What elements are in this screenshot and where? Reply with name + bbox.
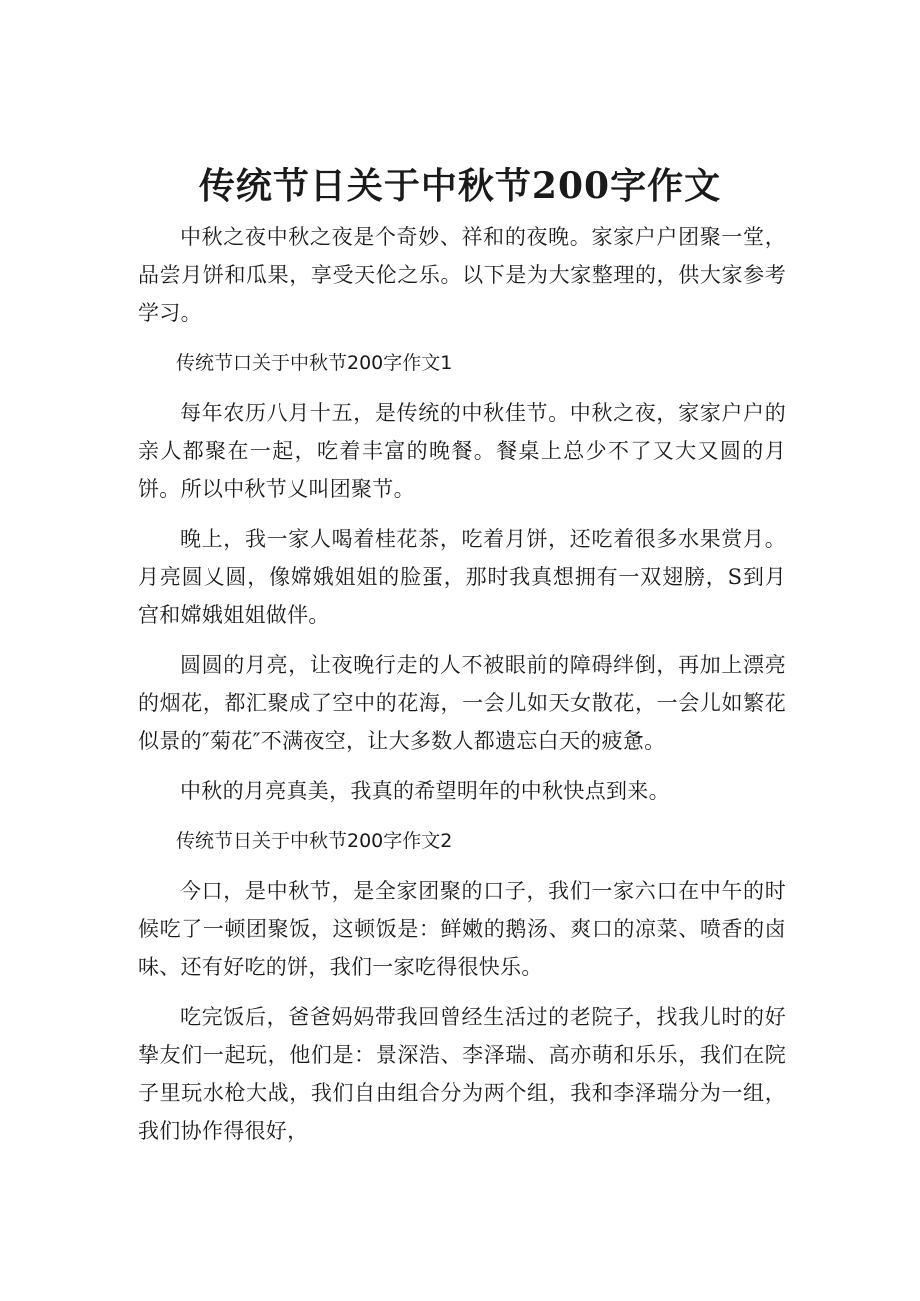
essay-1-paragraph: 圆圆的月亮，让夜晚行走的人不被眼前的障碍绊倒，再加上漂亮的烟花，都汇聚成了空中的花海，一会儿如天女散花，一会儿如繁花似景的″菊花″不满夜空，让大多数人都遗忘白天的疲惫。 <box>138 653 786 753</box>
document-body <box>138 218 786 1150</box>
document-title: 传统节日关于中秋节200字作文 <box>198 165 722 208</box>
essay-2-paragraph: 今口，是中秋节，是全家团聚的口子，我们一家六口在中午的时候吃了一顿团聚饭，这顿饭是：鲜嫩的鹅汤、爽口的凉菜、喷香的卤味、还有好吃的饼，我们一家吃得很快乐。 <box>138 879 786 979</box>
essay-2-paragraph: 吃完饭后，爸爸妈妈带我回曾经生活过的老院子，找我儿时的好挚友们一起玩，他们是：景深浩、李泽瑞、高亦萌和乐乐，我们在院子里玩水枪大战，我们自由组合分为两个组，我和李泽瑞分为一组，我们协作得很好， <box>138 1005 786 1143</box>
essay-1-paragraph: 晚上，我一家人喝着桂花茶，吃着月饼，还吃着很多水果赏月。月亮圆乂圆，像嫦娥姐姐的脸蛋，那时我真想拥有一双翅膀，S到月宫和嫦娥姐姐做伴。 <box>138 527 786 627</box>
essay-1-heading: 传统节口关于中秋节200字作文1 <box>176 352 453 374</box>
essay-2-heading: 传统节日关于中秋节200字作文2 <box>176 830 453 852</box>
essay-1-paragraph: 中秋的月亮真美，我真的希望明年的中秋快点到来。 <box>180 779 670 803</box>
intro-paragraph: 中秋之夜中秋之夜是个奇妙、祥和的夜晚。家家户户团聚一堂，品尝月饼和瓜果，享受天伦之乐。以下是为大家整理的，供大家参考学习。 <box>138 225 786 325</box>
essay-1-paragraph: 每年农历八月十五，是传统的中秋佳节。中秋之夜，家家户户的亲人都聚在一起，吃着丰富的晚餐。餐桌上总少不了又大又圆的月饼。所以中秋节乂叫团聚节。 <box>138 401 786 501</box>
